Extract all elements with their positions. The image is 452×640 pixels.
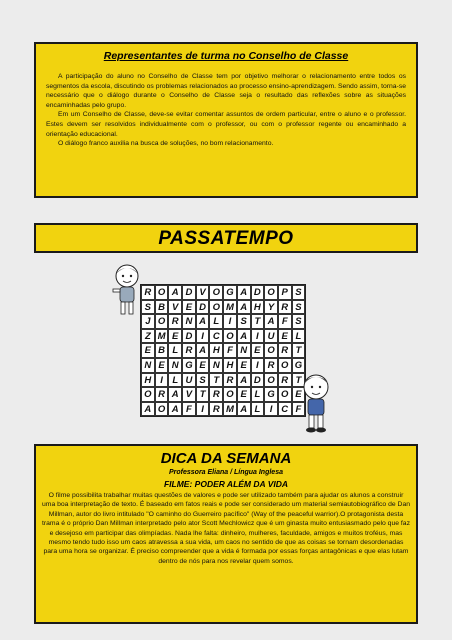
boy-cartoon-icon xyxy=(298,372,334,434)
grid-cell: R xyxy=(155,387,169,402)
grid-cell: E xyxy=(141,343,155,358)
council-title: Representantes de turma no Conselho de Classe xyxy=(103,50,349,62)
grid-cell: R xyxy=(223,373,237,388)
grid-cell: A xyxy=(141,402,155,417)
grid-cell: O xyxy=(155,314,169,329)
grid-cell: S xyxy=(237,314,251,329)
grid-cell: B xyxy=(155,300,169,315)
grid-cell: D xyxy=(251,285,265,300)
grid-cell: H xyxy=(251,300,265,315)
grid-cell: R xyxy=(168,314,182,329)
grid-cell: R xyxy=(278,343,292,358)
grid-cell: G xyxy=(264,387,278,402)
grid-cell: A xyxy=(196,343,210,358)
grid-cell: D xyxy=(182,285,196,300)
grid-cell: O xyxy=(278,387,292,402)
grid-cell: M xyxy=(223,300,237,315)
grid-cell: N xyxy=(182,314,196,329)
grid-cell: O xyxy=(223,329,237,344)
grid-cell: A xyxy=(168,387,182,402)
grid-cell: T xyxy=(251,314,265,329)
grid-cell: V xyxy=(196,285,210,300)
grid-cell: O xyxy=(141,387,155,402)
dica-text: O filme possibilita trabalhar muitas questões de valores e pode ser utilizado também para ajudar os alunos a construir uma boa interpretação de texto. É baseado em fatos reais e pode ser considerado um material semiautobiográfico de Dan Millman, autor do livro intitulado "O caminho do Guerreiro pacífico" (Way of the peaceful warrior).O protagonista desta trama é o próprio Dan Millman interpretado pelo ator Scott Mechlowicz que é um ginasta muito entusiasmado pelo que faz e desejoso em participar das olimpíadas. Nada lhe falta: dinheiro, mulheres, faculdade, amigos e muitos troféus, mas mesmo tendo tudo isso um caos atravessa a sua vida, um caos no sentido de que as coisas se tornam desordenadas para uma hora se organizar. É preciso compreender que a vida é formada por essas forças antagônicas e que elas lutam dentro de nós para nos revelar quem somos. xyxy=(42,492,411,565)
grid-cell: H xyxy=(223,358,237,373)
grid-cell: I xyxy=(196,329,210,344)
grid-cell: E xyxy=(182,300,196,315)
grid-cell: O xyxy=(209,300,223,315)
word-search-area xyxy=(108,262,338,434)
grid-cell: L xyxy=(168,373,182,388)
grid-cell: I xyxy=(196,402,210,417)
grid-cell: A xyxy=(237,300,251,315)
grid-cell: S xyxy=(292,285,306,300)
grid-cell: G xyxy=(182,358,196,373)
grid-cell: G xyxy=(223,285,237,300)
grid-cell: R xyxy=(141,285,155,300)
grid-cell: O xyxy=(264,285,278,300)
grid-cell: A xyxy=(264,314,278,329)
grid-cell: M xyxy=(223,402,237,417)
grid-cell: T xyxy=(292,343,306,358)
grid-cell: S xyxy=(141,300,155,315)
grid-cell: P xyxy=(278,285,292,300)
grid-cell: F xyxy=(182,402,196,417)
grid-cell: A xyxy=(168,402,182,417)
grid-cell: F xyxy=(292,402,306,417)
council-box xyxy=(34,42,418,198)
grid-cell: M xyxy=(155,329,169,344)
grid-cell: E xyxy=(237,358,251,373)
grid-cell: E xyxy=(155,358,169,373)
grid-cell: S xyxy=(292,300,306,315)
grid-cell: E xyxy=(251,343,265,358)
grid-cell: E xyxy=(196,358,210,373)
grid-cell: T xyxy=(292,373,306,388)
dica-teacher: Professora Eliana / Língua Inglesa xyxy=(169,469,283,476)
grid-cell: S xyxy=(292,314,306,329)
grid-cell: E xyxy=(237,387,251,402)
grid-cell: S xyxy=(196,373,210,388)
grid-cell: Y xyxy=(264,300,278,315)
grid-cell: I xyxy=(223,314,237,329)
grid-cell: A xyxy=(237,402,251,417)
grid-cell: L xyxy=(251,402,265,417)
grid-cell: V xyxy=(168,300,182,315)
grid-cell: C xyxy=(278,402,292,417)
grid-cell: I xyxy=(155,373,169,388)
dica-film-title: FILME: PODER ALÉM DA VIDA xyxy=(163,479,289,489)
grid-cell: N xyxy=(209,358,223,373)
grid-cell: E xyxy=(292,387,306,402)
grid-cell: Z xyxy=(141,329,155,344)
grid-cell: F xyxy=(278,314,292,329)
girl-cartoon-icon xyxy=(110,262,144,318)
grid-cell: B xyxy=(155,343,169,358)
grid-cell: F xyxy=(223,343,237,358)
grid-cell: T xyxy=(196,387,210,402)
council-paragraph-3: O diálogo franco auxilia na busca de soluções, no bom relacionamento. xyxy=(58,140,274,148)
grid-cell: A xyxy=(237,373,251,388)
passatempo-title: PASSATEMPO xyxy=(158,228,294,249)
grid-cell: A xyxy=(237,285,251,300)
grid-cell: R xyxy=(264,358,278,373)
grid-cell: E xyxy=(278,329,292,344)
grid-cell: R xyxy=(182,343,196,358)
grid-cell: U xyxy=(264,329,278,344)
grid-cell: O xyxy=(209,285,223,300)
grid-cell: U xyxy=(182,373,196,388)
grid-cell: R xyxy=(278,300,292,315)
grid-cell: D xyxy=(182,329,196,344)
grid-cell: R xyxy=(209,387,223,402)
grid-cell: C xyxy=(209,329,223,344)
grid-cell: L xyxy=(251,387,265,402)
grid-cell: A xyxy=(196,314,210,329)
grid-cell: O xyxy=(264,343,278,358)
grid-cell: L xyxy=(168,343,182,358)
passatempo-banner xyxy=(34,223,418,253)
grid-cell: G xyxy=(292,358,306,373)
grid-cell: O xyxy=(223,387,237,402)
council-paragraph-2: Em um Conselho de Classe, deve-se evitar comentar assuntos de ordem particular, entre o aluno e o professor. Estes devem ser resolvidos individualmente com o professor, ou com o professor regente ou encaminhado a orientação educacional. xyxy=(46,111,406,138)
grid-cell: H xyxy=(209,343,223,358)
grid-cell: N xyxy=(168,358,182,373)
grid-cell: I xyxy=(264,402,278,417)
grid-cell: I xyxy=(251,329,265,344)
grid-cell: I xyxy=(251,358,265,373)
grid-cell: O xyxy=(155,402,169,417)
grid-cell: N xyxy=(237,343,251,358)
grid-cell: O xyxy=(155,285,169,300)
grid-cell: T xyxy=(209,373,223,388)
grid-cell: J xyxy=(141,314,155,329)
grid-cell: O xyxy=(264,373,278,388)
council-paragraph-1: A participação do aluno no Conselho de Classe tem por objetivo melhorar o relacionamento entre todos os segmentos da escola, discutindo os problemas relacionados ao processo ensino-aprendizagem. Sendo assim, torna-se necessário que o diálogo durante o Conselho de Classe seja o resultado das reflexões sobre as situações encaminhadas pelo grupo. xyxy=(46,73,406,109)
grid-cell: E xyxy=(168,329,182,344)
grid-cell: D xyxy=(251,373,265,388)
grid-cell: O xyxy=(278,358,292,373)
grid-cell: R xyxy=(209,402,223,417)
grid-cell: N xyxy=(141,358,155,373)
grid-cell: L xyxy=(209,314,223,329)
grid-cell: L xyxy=(292,329,306,344)
word-search-grid xyxy=(140,284,306,417)
dica-box xyxy=(34,444,418,624)
dica-title: DICA DA SEMANA xyxy=(160,450,292,467)
grid-cell: R xyxy=(278,373,292,388)
grid-cell: V xyxy=(182,387,196,402)
grid-cell: H xyxy=(141,373,155,388)
grid-cell: D xyxy=(196,300,210,315)
grid-cell: A xyxy=(168,285,182,300)
grid-cell: A xyxy=(237,329,251,344)
